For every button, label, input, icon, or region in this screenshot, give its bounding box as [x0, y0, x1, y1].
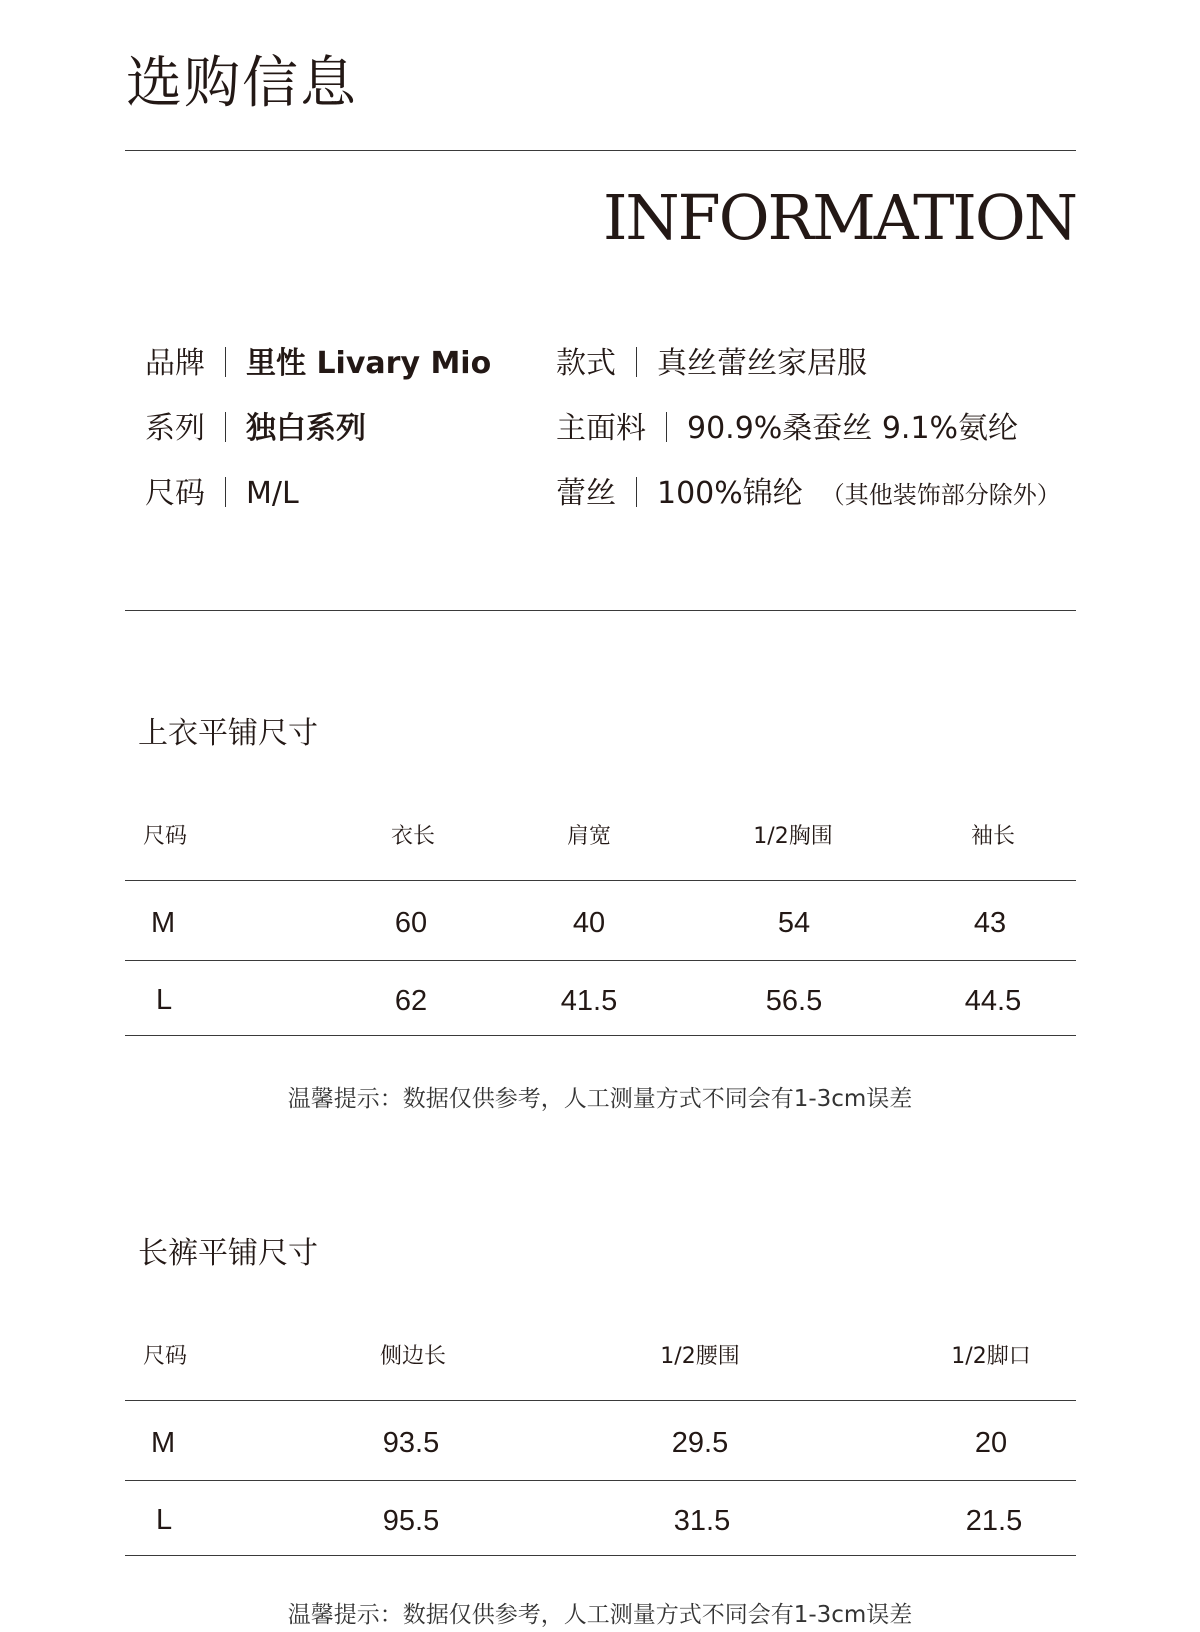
spec-brand [145, 344, 491, 384]
spec-series [145, 409, 366, 449]
table-divider [125, 960, 1076, 961]
spec-size [145, 474, 299, 514]
table-cell: 60 [394, 907, 428, 939]
spec-label: 蕾丝 [556, 476, 616, 511]
spec-value: 100%锦纶 [657, 476, 803, 511]
spec-label: 主面料 [556, 411, 646, 446]
divider [125, 610, 1076, 611]
spec-label: 款式 [556, 346, 616, 381]
table-cell: 95.5 [382, 1505, 440, 1537]
information-heading: INFORMATION [602, 181, 1076, 254]
measurement-tip: 温馨提示：数据仅供参考，人工测量方式不同会有1-3cm误差 [287, 1086, 913, 1112]
table-cell: 31.5 [673, 1505, 731, 1537]
spec-lace [556, 474, 1061, 515]
table-divider [125, 1400, 1076, 1401]
table-header: 1/2脚口 [951, 1344, 1031, 1369]
table-cell: M [151, 1427, 176, 1459]
table-header: 袖长 [970, 824, 1016, 849]
table-header: 1/2胸围 [753, 824, 833, 849]
spec-style [556, 344, 867, 384]
separator [225, 477, 226, 507]
table-cell: 40 [572, 907, 606, 939]
page-title: 选购信息 [126, 51, 358, 116]
spec-value: 独白系列 [246, 411, 366, 446]
table-divider [125, 1555, 1076, 1556]
spec-note: （其他装饰部分除外） [820, 481, 1061, 509]
table-header: 衣长 [390, 824, 436, 849]
separator [636, 347, 637, 377]
spec-label: 尺码 [145, 476, 205, 511]
spec-value: 真丝蕾丝家居服 [657, 346, 867, 381]
separator [636, 477, 637, 507]
table-cell: 20 [974, 1427, 1008, 1459]
table-cell: 93.5 [382, 1427, 440, 1459]
table-cell: 56.5 [765, 985, 823, 1017]
table-divider [125, 880, 1076, 881]
separator [225, 412, 226, 442]
divider [125, 150, 1076, 151]
table-cell: 21.5 [965, 1505, 1023, 1537]
measurement-tip: 温馨提示：数据仅供参考，人工测量方式不同会有1-3cm误差 [287, 1602, 913, 1628]
table-cell: 29.5 [671, 1427, 729, 1459]
table-cell: 44.5 [964, 985, 1022, 1017]
top-size-title: 上衣平铺尺寸 [138, 716, 318, 751]
separator [666, 412, 667, 442]
spec-main-fabric [556, 409, 1018, 449]
table-header: 1/2腰围 [660, 1344, 740, 1369]
table-cell: 62 [394, 985, 428, 1017]
table-cell: L [156, 984, 173, 1016]
table-header: 尺码 [143, 1344, 188, 1369]
table-cell: 41.5 [560, 985, 618, 1017]
table-header: 肩宽 [566, 824, 612, 849]
spec-label: 品牌 [145, 346, 205, 381]
spec-value: M/L [246, 476, 299, 511]
spec-value: 里性 Livary Mio [246, 346, 492, 381]
table-header: 侧边长 [379, 1344, 447, 1369]
table-cell: M [151, 907, 176, 939]
pants-size-title: 长裤平铺尺寸 [138, 1236, 318, 1271]
table-divider [125, 1480, 1076, 1481]
table-cell: 43 [973, 907, 1007, 939]
spec-value: 90.9%桑蚕丝 9.1%氨纶 [687, 411, 1019, 446]
spec-label: 系列 [145, 411, 205, 446]
table-header: 尺码 [143, 824, 188, 849]
table-divider [125, 1035, 1076, 1036]
table-cell: L [156, 1504, 173, 1536]
table-cell: 54 [777, 907, 811, 939]
separator [225, 347, 226, 377]
